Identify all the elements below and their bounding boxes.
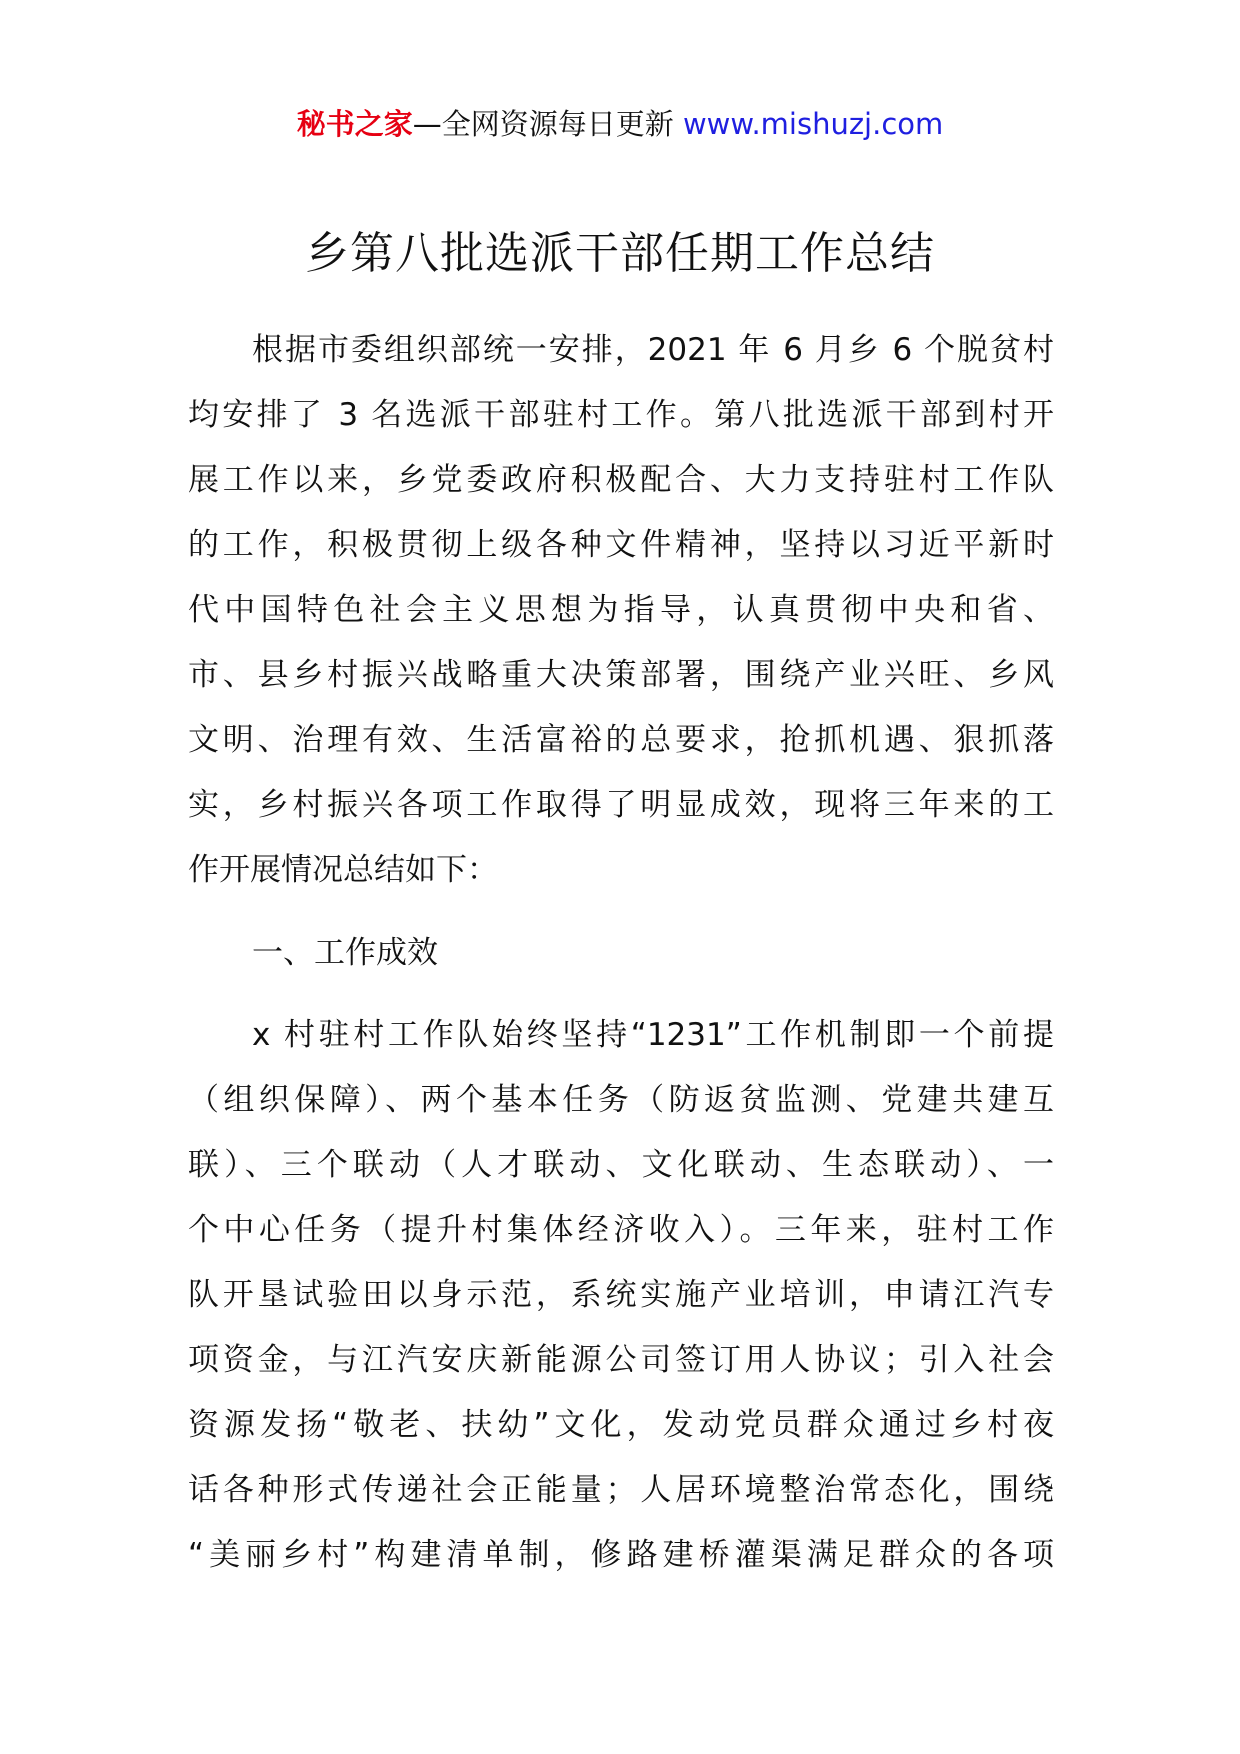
paragraph-2-line: 话各种形式传递社会正能量；人居环境整治常态化，围绕 [188,1472,1054,1508]
paragraph-1-line: 展工作以来，乡党委政府积极配合、大力支持驻村工作队 [188,462,1054,498]
paragraph-1-line: 实，乡村振兴各项工作取得了明显成效，现将三年来的工 [188,787,1054,823]
paragraph-1-line: 文明、治理有效、生活富裕的总要求，抢抓机遇、狠抓落 [188,722,1054,758]
paragraph-1-line: 的工作，积极贯彻上级各种文件精神，坚持以习近平新时 [188,527,1054,563]
paragraph-1-line: 市、县乡村振兴战略重大决策部署，围绕产业兴旺、乡风 [188,657,1054,693]
paragraph-2-line: 联）、三个联动（人才联动、文化联动、生态联动）、一 [188,1147,1054,1183]
site-brand: 秘书之家 [296,107,413,141]
site-url-link[interactable]: www.mishuzj.com [682,107,944,141]
paragraph-2-line: 队开垦试验田以身示范，系统实施产业培训，申请江汽专 [188,1277,1054,1313]
paragraph-2-line: 项资金，与江汽安庆新能源公司签订用人协议；引入社会 [188,1342,1054,1378]
paragraph-1-line: 根据市委组织部统一安排，2021 年 6 月乡 6 个脱贫村 [252,332,1054,368]
paragraph-2-line: “美丽乡村”构建清单制，修路建桥灌渠满足群众的各项 [188,1537,1054,1573]
site-header [0,104,1240,144]
paragraph-1-line: 作开展情况总结如下： [188,852,498,888]
paragraph-2-line: （组织保障）、两个基本任务（防返贫监测、党建共建互 [188,1082,1054,1118]
site-tagline: —全网资源每日更新 [412,107,674,141]
paragraph-2-line: x 村驻村工作队始终坚持“1231”工作机制即一个前提 [252,1017,1054,1053]
paragraph-2-line: 个中心任务（提升村集体经济收入）。三年来，驻村工作 [188,1212,1054,1248]
paragraph-1-line: 代中国特色社会主义思想为指导，认真贯彻中央和省、 [188,592,1054,628]
section-heading: 一、工作成效 [252,935,438,971]
document-title: 乡第八批选派干部任期工作总结 [305,228,935,279]
paragraph-1-line: 均安排了 3 名选派干部驻村工作。第八批选派干部到村开 [188,397,1054,433]
document-body [188,318,1054,1588]
paragraph-2-line: 资源发扬“敬老、扶幼”文化，发动党员群众通过乡村夜 [188,1407,1054,1443]
